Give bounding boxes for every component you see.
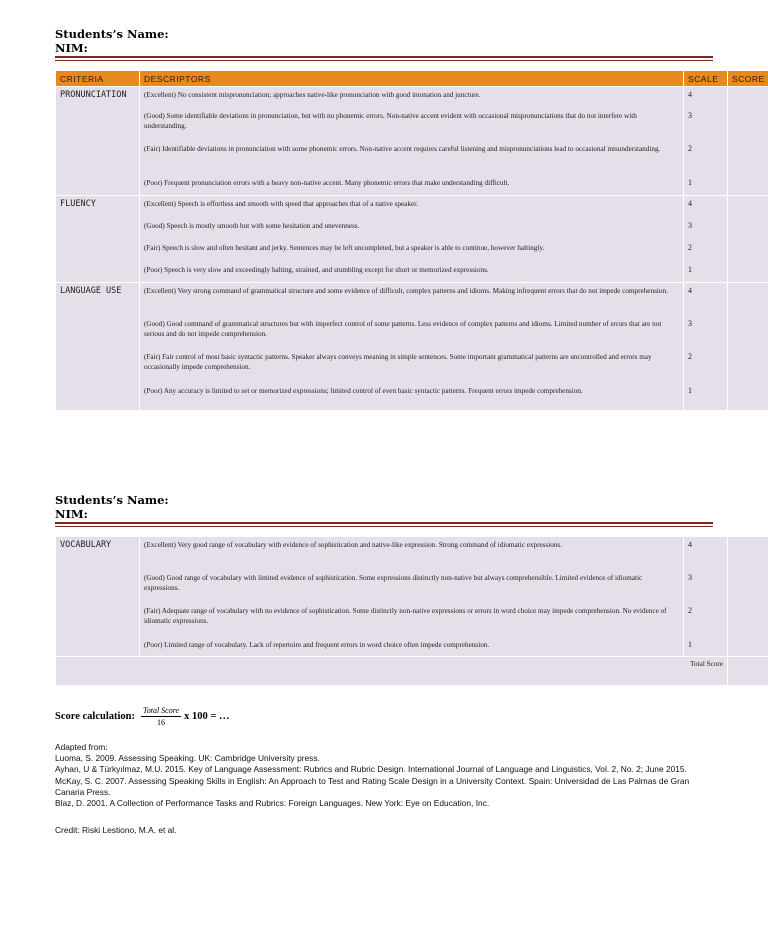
descriptor-cell — [140, 537, 684, 657]
descriptor-text: (Fair) Fair control of most basic syntactic patterns. Speaker always conveys meaning in simple sentences. Some important grammatical patterns are uncontrolled and errors may occasionally impede comprehension. — [144, 353, 652, 371]
score-calculation — [55, 703, 229, 729]
fraction-numerator: Total Score — [143, 705, 180, 715]
table-row — [56, 537, 768, 657]
descriptor-cell — [140, 283, 684, 411]
references-heading: Adapted from: — [55, 742, 108, 752]
total-score-cell[interactable] — [728, 657, 768, 686]
descriptor-text: (Poor) Limited range of vocabulary. Lack of repertoire and frequent errors in word choice often impede comprehension. — [144, 641, 490, 649]
descriptor-text: (Good) Speech is mostly smooth but with some hesitation and unevenness. — [144, 222, 360, 230]
score-cell[interactable] — [728, 87, 768, 196]
score-calc-label: Score calculation: — [55, 710, 136, 722]
descriptor-text: (Good) Good range of vocabulary with limited evidence of sophistication. Some expressions distinctly non-native but always comprehensible. Limited evidence of idiomatic expressions. — [144, 574, 643, 592]
descriptor-text: (Poor) Frequent pronunciation errors with a heavy non-native accent. Many phonemic errors that make understanding difficult. — [144, 179, 510, 187]
col-score: SCORE — [728, 71, 768, 87]
scale-value: 3 — [688, 111, 692, 120]
scale-value: 1 — [688, 265, 692, 274]
table-row — [56, 196, 768, 283]
col-criteria: CRITERIA — [56, 71, 140, 87]
scale-value: 2 — [688, 144, 692, 153]
score-calc-suffix: x 100 = … — [184, 710, 230, 722]
reference-item: McKay, S. C. 2007. Assessing Speaking Skills in English: An Approach to Test and Rating Scale Design in a University Context. Spain: Universidad de Las Palmas de Gran Canaria Press. — [55, 775, 690, 797]
scale-value: 3 — [688, 573, 692, 582]
reference-item: Ayhan, U & Türkyılmaz, M.U. 2015. Key of Language Assessment: Rubrics and Rubric Design. International Journal of Language and Linguistics, Vol. 2, No. 2; June 2015. — [55, 764, 687, 775]
descriptor-text: (Fair) Speech is slow and often hesitant and jerky. Sentences may be left uncompleted, but a speaker is able to continue, however haltingly. — [144, 244, 545, 252]
descriptor-text: (Fair) Adequate range of vocabulary with no evidence of sophistication. Some distinctly non-native expressions or errors in word choice may impede comprehension. No evidence of idiomatic expressions. — [144, 607, 667, 625]
scale-cell — [684, 283, 728, 411]
scale-value: 2 — [688, 243, 692, 252]
credit-line: Credit: Riski Lestiono, M.A. et al. — [55, 825, 177, 835]
descriptor-cell — [140, 87, 684, 196]
criteria-language-use: LANGUAGE USE — [56, 283, 140, 411]
scale-cell — [684, 537, 728, 657]
descriptor-text: (Poor) Any accuracy is limited to set or memorized expressions; limited control of even basic syntactic patterns. Frequent errors impede comprehension. — [144, 387, 583, 395]
scale-value: 2 — [688, 352, 692, 361]
references — [55, 742, 715, 809]
table-row — [56, 87, 768, 196]
scale-value: 2 — [688, 606, 692, 615]
nim-label: NIM: — [55, 507, 88, 521]
student-name-label: Students’s Name: — [55, 493, 169, 507]
score-cell[interactable] — [728, 283, 768, 411]
nim-label: NIM: — [55, 41, 88, 55]
rubric-table — [55, 70, 768, 411]
criteria-pronunciation: PRONUNCIATION — [56, 87, 140, 196]
scale-cell — [684, 196, 728, 283]
scale-value: 1 — [688, 386, 692, 395]
reference-item: Blaz, D. 2001. A Collection of Performance Tasks and Rubrics: Foreign Languages. New York: Eye on Education, Inc. — [55, 798, 490, 809]
descriptor-text: (Good) Some identifiable deviations in pronunciation, but with no phonemic errors. Non-native accent evident with occasional mispronunciations that do not interfere with understanding. — [144, 112, 637, 130]
scale-value: 1 — [688, 178, 692, 187]
descriptor-text: (Excellent) Speech is effortless and smooth with speed that approaches that of a native speaker. — [144, 200, 418, 208]
total-score-label: Total Score — [56, 657, 728, 686]
scale-value: 4 — [688, 540, 692, 549]
descriptor-text: (Excellent) No consistent mispronunciation; approaches native-like pronunciation with good intonation and juncture. — [144, 91, 481, 99]
header-rule — [55, 56, 713, 61]
descriptor-text: (Fair) Identifiable deviations in pronunciation with some phonemic errors. Non-native accent requires careful listening and mispronunciations lead to occasional misunderstanding. — [144, 145, 661, 153]
descriptor-text: (Excellent) Very strong command of grammatical structure and some evidence of difficult, complex patterns and idioms. Making infrequent errors that do not impede comprehension. — [144, 287, 668, 295]
col-descriptors: DESCRIPTORS — [140, 71, 684, 87]
fraction-denominator: 16 — [157, 717, 166, 727]
scale-value: 3 — [688, 319, 692, 328]
score-cell[interactable] — [728, 196, 768, 283]
vocabulary-table — [55, 536, 768, 686]
criteria-vocabulary: VOCABULARY — [56, 537, 140, 657]
score-cell[interactable] — [728, 537, 768, 657]
scale-value: 3 — [688, 221, 692, 230]
descriptor-cell — [140, 196, 684, 283]
table-row — [56, 283, 768, 411]
score-fraction — [141, 706, 181, 727]
header-rule — [55, 522, 713, 527]
scale-value: 1 — [688, 640, 692, 649]
total-score-row — [56, 657, 768, 686]
col-scale: SCALE — [684, 71, 728, 87]
table-header-row — [56, 71, 768, 87]
descriptor-text: (Excellent) Very good range of vocabulary with evidence of sophistication and native-like expression. Strong command of idiomatic expressions. — [144, 541, 563, 549]
scale-cell — [684, 87, 728, 196]
scale-value: 4 — [688, 90, 692, 99]
scale-value: 4 — [688, 199, 692, 208]
student-name-label: Students’s Name: — [55, 27, 169, 41]
criteria-fluency: FLUENCY — [56, 196, 140, 283]
descriptor-text: (Good) Good command of grammatical structures but with imperfect control of some patterns. Less evidence of complex patterns and idioms. Limited number of errors that are not serious and do not impede comprehension. — [144, 320, 662, 338]
descriptor-text: (Poor) Speech is very slow and exceedingly halting, strained, and stumbling except for short or memorized expressions. — [144, 266, 489, 274]
scale-value: 4 — [688, 286, 692, 295]
reference-item: Luoma, S. 2009. Assessing Speaking. UK: Cambridge University press. — [55, 753, 320, 764]
